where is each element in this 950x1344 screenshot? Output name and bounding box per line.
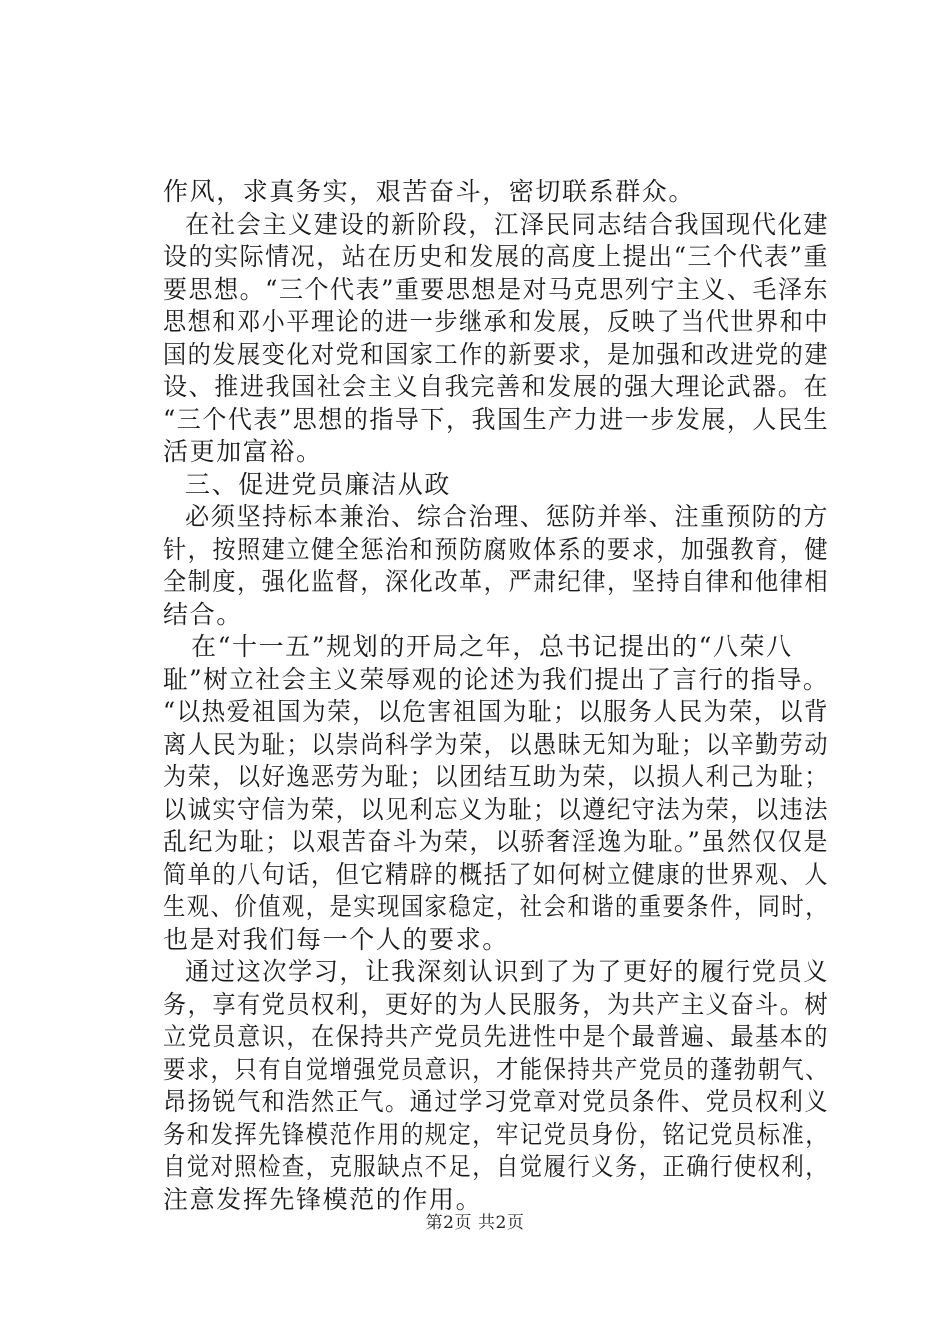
text-line: 自觉对照检查，克服缺点不足，自觉履行义务，正确行使权利， [163, 1152, 830, 1181]
text-line: “以热爱祖国为荣，以危害祖国为耻；以服务人民为荣，以背 [163, 697, 830, 726]
text-line: 务，享有党员权利，更好的为人民服务，为共产主义奋斗。树 [163, 989, 829, 1019]
text-line: 全制度，强化监督，深化改革，严肃纪律，坚持自律和他律相 [163, 567, 829, 596]
page-total: 共2页 [478, 1213, 525, 1233]
text-line: 针，按照建立健全惩治和预防腐败体系的要求，加强教育，健 [163, 534, 829, 564]
text-line: 在社会主义建设的新阶段，江泽民同志结合我国现代化建 [185, 209, 830, 239]
text-line: 结合。 [163, 599, 243, 629]
text-line: 通过这次学习，让我深刻认识到了为了更好的履行党员义 [185, 957, 830, 986]
text-line: 设的实际情况，站在历史和发展的高度上提出“三个代表”重 [163, 242, 830, 271]
text-line: 作风，求真务实，艰苦奋斗，密切联系群众。 [163, 177, 696, 206]
text-line: 要求，只有自觉增强党员意识，才能保持共产党员的蓬勃朝气、 [163, 1054, 830, 1084]
section-heading: 三、促进党员廉洁从政 [185, 469, 452, 499]
text-line: 乱纪为耻；以艰苦奋斗为荣，以骄奢淫逸为耻。”虽然仅仅是 [163, 827, 830, 856]
text-line: 简单的八句话，但它精辟的概括了如何树立健康的世界观、人 [163, 859, 829, 889]
text-line: 昂扬锐气和浩然正气。通过学习党章对党员条件、党员权利义 [163, 1087, 829, 1116]
text-line: 耻”树立社会主义荣辱观的论述为我们提出了言行的指导。 [163, 664, 830, 694]
text-line: 也是对我们每一个人的要求。 [163, 924, 509, 954]
text-line: 思想和邓小平理论的进一步继承和发展，反映了当代世界和中 [163, 307, 829, 336]
text-line: “三个代表”思想的指导下，我国生产力进一步发展，人民生 [163, 404, 830, 434]
text-line: 以诚实守信为荣，以见利忘义为耻；以遵纪守法为荣，以违法 [163, 794, 829, 824]
text-line: 离人民为耻；以崇尚科学为荣，以愚昧无知为耻；以辛勤劳动 [163, 729, 829, 759]
page-footer [0, 1208, 950, 1233]
text-line: 为荣，以好逸恶劳为耻；以团结互助为荣，以损人利己为耻； [163, 762, 829, 791]
document-body [163, 176, 829, 1216]
text-line: 设、推进我国社会主义自我完善和发展的强大理论武器。在 [163, 372, 830, 401]
page-number: 第2页 [425, 1213, 472, 1233]
text-line: 立党员意识，在保持共产党员先进性中是个最普遍、最基本的 [163, 1022, 829, 1051]
text-line: 务和发挥先锋模范作用的规定，牢记党员身份，铭记党员标准， [163, 1119, 830, 1149]
text-line: 在“十一五”规划的开局之年，总书记提出的“八荣八 [191, 632, 793, 661]
text-line: 必须坚持标本兼治、综合治理、惩防并举、注重预防的方 [185, 502, 830, 531]
text-line: 生观、价值观，是实现国家稳定，社会和谐的重要条件，同时， [163, 892, 830, 921]
text-line: 要思想。“三个代表”重要思想是对马克思列宁主义、毛泽东 [163, 274, 830, 304]
text-line: 注意发挥先锋模范的作用。 [163, 1184, 483, 1214]
text-line: 活更加富裕。 [163, 437, 323, 466]
text-line: 国的发展变化对党和国家工作的新要求，是加强和改进党的建 [163, 339, 829, 369]
